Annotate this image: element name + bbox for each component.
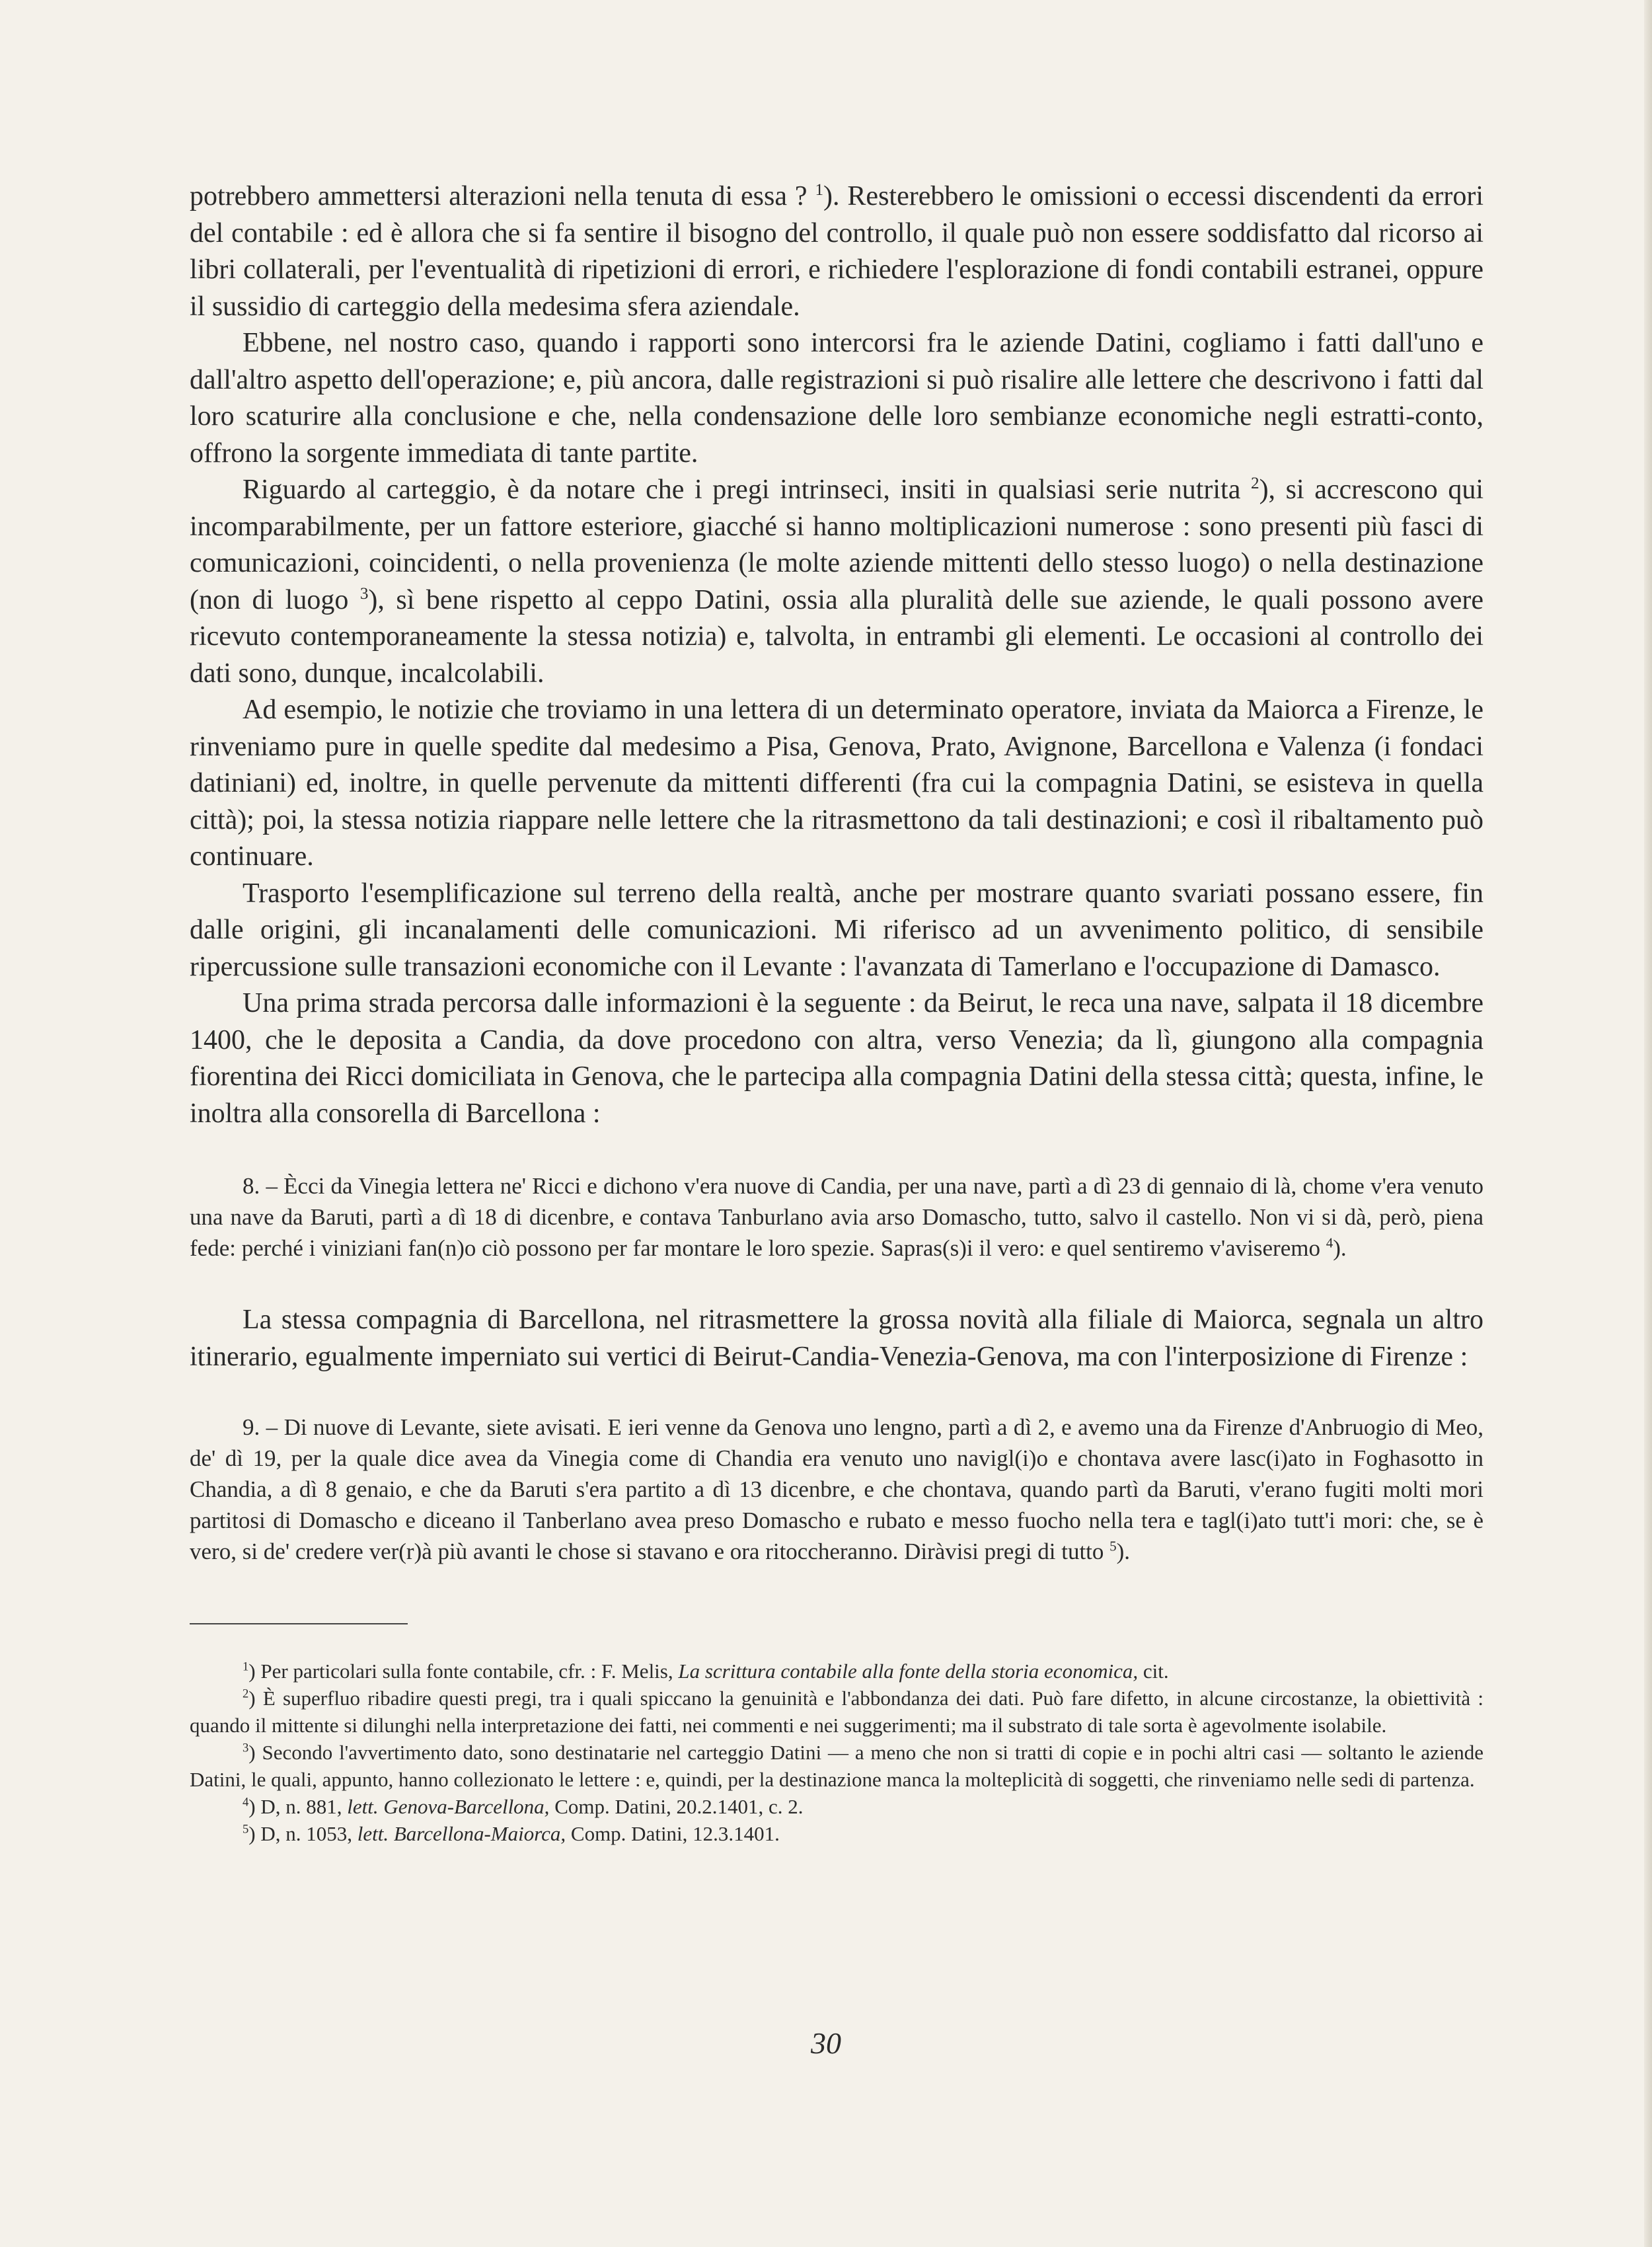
footnote-ref: 1 <box>815 181 824 199</box>
paragraph-2: Ebbene, nel nostro caso, quando i rapporti sono intercorsi fra le aziende Datini, cogliamo i fatti dall'uno e dall'altro aspetto dell'operazione; e, più ancora, dalle registrazioni si può risalire alle lettere che descrivono i fatti dal loro scaturire alla conclusione e che, nella condensazione delle loro sembianze economiche negli estratti-conto, offrono la sorgente immediata di tante partite. <box>190 328 1483 469</box>
quotation-8: 8. – Ècci da Vinegia lettera ne' Ricci e dichono v'era nuove di Candia, per una nave, partì a dì 23 di gennaio di là, chome v'era venuto una nave da Baruti, partì a dì 18 di dicenbre, e contava Tanburlano avia arso Domascho, tutto, salvo il castello. Non vi si dà, però, piena fede: perché i viniziani fan(n)o ciò possono per far montare le loro spezie. Sapras(s)i il vero: e quel sentiremo v'aviseremo $^4$). <box>190 1173 1483 1261</box>
footnote-1: $^1$) Per particolari sulla fonte contabile, cfr. : F. Melis, La scrittura contabile alla fonte della storia economica, cit. <box>243 1659 1169 1683</box>
footnote-5: $^5$) D, n. 1053, lett. Barcellona-Maiorca, Comp. Datini, 12.3.1401. <box>243 1822 780 1845</box>
footnotes <box>190 1657 1483 1847</box>
footnote-ref: 2 <box>1250 475 1259 492</box>
paragraph-4: Ad esempio, le notizie che troviamo in una lettera di un determinato operatore, inviata da Maiorca a Firenze, le rinveniamo pure in quelle spedite dal medesimo a Pisa, Genova, Prato, Avignone, Barcellona e Valenza (i fondaci datiniani) ed, inoltre, in quelle pervenute da mittenti differenti (fra cui la compagnia Datini, se esisteva in quella città); poi, la stessa notizia riappare nelle lettere che la ritrasmettono da tali destinazioni; e così il ribaltamento può continuare. <box>190 695 1483 872</box>
paragraph-7: La stessa compagnia di Barcellona, nel ritrasmettere la grossa novità alla filiale di Maiorca, segnala un altro itinerario, egualmente imperniato sui vertici di Beirut-Candia-Venezia-Genova, ma con l'interposizione di Firenze : <box>190 1305 1483 1372</box>
paragraph-6: Una prima strada percorsa dalle informazioni è la seguente : da Beirut, le reca una nave, salpata il 18 dicembre 1400, che le deposita a Candia, da dove procedono con altra, verso Venezia; da lì, giungono alla compagnia fiorentina dei Ricci domiciliata in Genova, che le partecipa alla compagnia Datini della stessa città; questa, infine, le inoltra alla consorella di Barcellona : <box>190 988 1483 1129</box>
footnote-3: $^3$) Secondo l'avvertimento dato, sono destinatarie nel carteggio Datini — a meno che non si tratti di copie e in pochi altri casi — soltanto le aziende Datini, le quali, appunto, hanno collezionato le lettere : e, quindi, per la destinazione manca la molteplicità di soggetti, che rinveniamo nelle sedi di partenza. <box>190 1741 1483 1791</box>
paragraph-3: Riguardo al carteggio, è da notare che i pregi intrinseci, insiti in qualsiasi serie nutrita $^2$), si accrescono qui incomparabilmente, per un fattore esteriore, giacché si hanno moltiplicazioni numerose : sono presenti più fasci di comunicazioni, coincidenti, o nella provenienza (le molte aziende mittenti dello stesso luogo) o nella destinazione (non di luogo $^3$), sì bene rispetto al ceppo Datini, ossia alla pluralità delle sue aziende, le quali possono avere ricevuto contemporaneamente la stessa notizia) e, talvolta, in entrambi gli elementi. Le occasioni al controllo dei dati sono, dunque, incalcolabili. <box>190 475 1484 689</box>
page-number: 30 <box>811 2026 841 2060</box>
quotation-9: 9. – Di nuove di Levante, siete avisati. E ieri venne da Genova uno lengno, partì a dì 2, e avemo una da Firenze d'Anbruogio di Meo, de' dì 19, per la quale dice avea da Vinegia come di Chandia era venuto uno navigl(i)o e chontava avere lasc(i)ato in Foghasotto in Chandia, a dì 8 genaio, e che da Baruti s'era partito a dì 13 dicenbre, e che chontava, quando partì da Baruti, v'erano fugiti molti mori partitosi di Domascho e diceano il Tanberlano avea preso Domascho e rubato e messo fuocho nella tera e tagl(i)ato tutt'i mori: che, se è vero, si de' credere ver(r)à più avanti le chose si stavano e ora ritoccheranno. Diràvisi pregi di tutto $^5$). <box>190 1414 1483 1564</box>
footnote-4: $^4$) D, n. 881, lett. Genova-Barcellona, Comp. Datini, 20.2.1401, c. 2. <box>243 1795 804 1818</box>
paragraph-5: Trasporto l'esemplificazione sul terreno della realtà, anche per mostrare quanto svariati possano essere, fin dalle origini, gli incanalamenti delle comunicazioni. Mi riferisco ad un avvenimento politico, di sensibile ripercussione sulle transazioni economiche con il Levante : l'avanzata di Tamerlano e l'occupazione di Damasco. <box>190 878 1483 982</box>
footnote-ref: 5 <box>1109 1538 1117 1554</box>
page-body <box>190 178 1483 1847</box>
footnote-ref: 3 <box>359 584 369 603</box>
paragraph-1: potrebbero ammettersi alterazioni nella tenuta di essa ? $^1$). Resterebbero le omissioni o eccessi discendenti da errori del contabile : ed è allora che si fa sentire il bisogno del controllo, il quale può non essere soddisfatto dal ricorso ai libri collaterali, per l'eventualità di ripetizioni di errori, e richiedere l'esplorazione di fondi contabili estranei, oppure il sussidio di carteggio della medesima sfera aziendale. <box>190 181 1484 322</box>
footnote-2: $^2$) È superfluo ribadire questi pregi, tra i quali spiccano la genuinità e l'abbondanza dei dati. Può fare difetto, in alcune circostanze, la obiettività : quando il mittente si dilunghi nella interpretazione dei fatti, nei commenti e nei suggerimenti; ma il substrato di tale sorta è agevolmente isolabile. <box>190 1687 1483 1737</box>
scan-edge <box>1644 0 1652 2247</box>
footnote-divider <box>190 1623 408 1624</box>
footnote-ref: 4 <box>1326 1235 1333 1251</box>
